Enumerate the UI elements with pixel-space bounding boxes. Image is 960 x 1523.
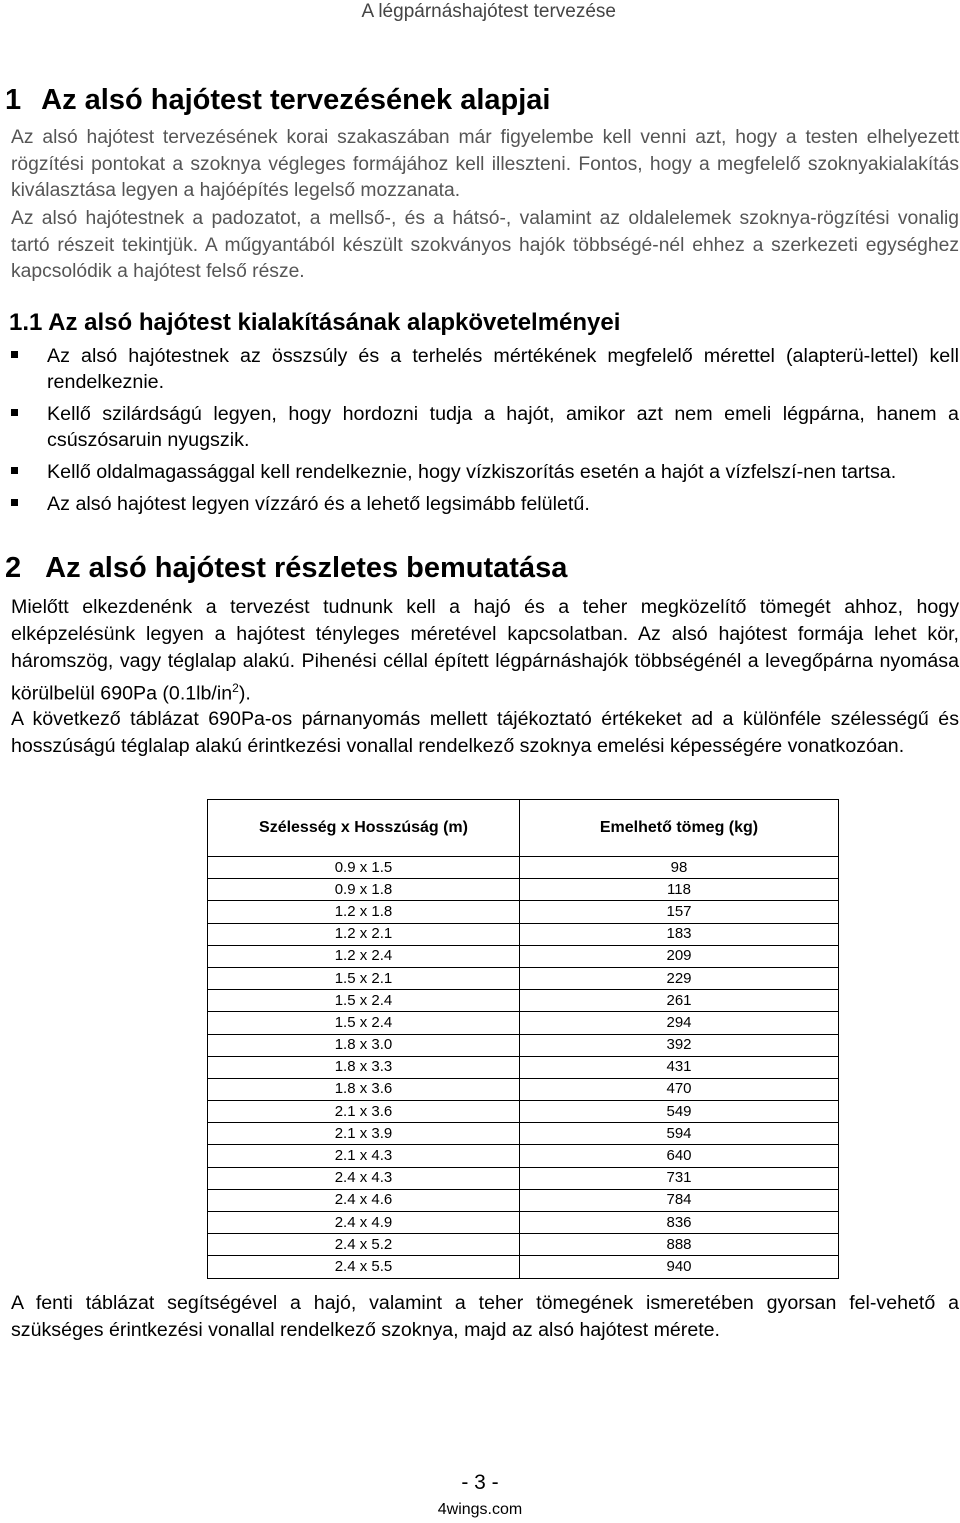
cell-mass: 549 [520, 1101, 839, 1123]
square-bullet-icon [11, 409, 18, 416]
table-row [208, 1123, 839, 1145]
square-bullet-icon [11, 351, 18, 358]
table-row [208, 990, 839, 1012]
list-item: Kellő szilárdságú legyen, hogy hordozni tudja a hajót, amikor azt nem emeli légpárna, hanem a csúszósaruin nyugszik. [11, 401, 959, 453]
cell-mass: 640 [520, 1145, 839, 1167]
list-item: Kellő oldalmagassággal kell rendelkeznie, hogy vízkiszorítás esetén a hajót a vízfelszí-nen tartsa. [11, 459, 959, 485]
cell-dimensions: 1.5 x 2.1 [208, 967, 520, 989]
table-row [208, 967, 839, 989]
cell-mass: 157 [520, 901, 839, 923]
page-number: - 3 - [461, 1471, 499, 1494]
section-1-title: Az alsó hajótest tervezésének alapjai [41, 84, 551, 116]
column-header-dimensions: Szélesség x Hosszúság (m) [208, 800, 520, 857]
cell-mass: 731 [520, 1167, 839, 1189]
cell-mass: 594 [520, 1123, 839, 1145]
cell-mass: 470 [520, 1078, 839, 1100]
lift-capacity-table [207, 799, 839, 1279]
section-1-paragraph-2: Az alsó hajótestnek a padozatot, a mellső-, és a hátsó-, valamint az oldalelemek szoknya-rögzítési vonalig tartó részeit tekintjük. A műgyantából készült szokványos hajók többségé-nél ehhez a szerkezeti egységhez kapcsolódik a hajótest felső része. [11, 208, 959, 283]
table-body [208, 857, 839, 1279]
cell-mass: 183 [520, 923, 839, 945]
table-row [208, 1256, 839, 1278]
cell-dimensions: 2.4 x 4.3 [208, 1167, 520, 1189]
cell-mass: 940 [520, 1256, 839, 1278]
cell-dimensions: 0.9 x 1.5 [208, 857, 520, 879]
cell-dimensions: 1.8 x 3.6 [208, 1078, 520, 1100]
cell-dimensions: 1.8 x 3.0 [208, 1034, 520, 1056]
table-header-row [208, 800, 839, 857]
cell-dimensions: 2.4 x 5.2 [208, 1234, 520, 1256]
cell-dimensions: 1.5 x 2.4 [208, 1012, 520, 1034]
column-header-mass: Emelhető tömeg (kg) [520, 800, 839, 857]
cell-mass: 261 [520, 990, 839, 1012]
cell-mass: 836 [520, 1212, 839, 1234]
square-bullet-icon [11, 467, 18, 474]
cell-dimensions: 1.2 x 2.4 [208, 945, 520, 967]
footer-site: 4wings.com [437, 1501, 523, 1518]
table-row [208, 901, 839, 923]
table-row [208, 1145, 839, 1167]
list-item: Az alsó hajótestnek az összsúly és a terhelés mértékének megfelelő mérettel (alapterü-lettel) kell rendelkeznie. [11, 343, 959, 395]
section-1-heading [5, 83, 550, 117]
table-row [208, 945, 839, 967]
table-row [208, 1012, 839, 1034]
table-row [208, 879, 839, 901]
table-row [208, 1056, 839, 1078]
table-row [208, 1034, 839, 1056]
running-header: A légpárnáshajótest tervezése [361, 1, 616, 22]
cell-mass: 229 [520, 967, 839, 989]
cell-dimensions: 1.2 x 2.1 [208, 923, 520, 945]
requirements-list [11, 343, 959, 523]
cell-mass: 209 [520, 945, 839, 967]
cell-mass: 784 [520, 1189, 839, 1211]
square-bullet-icon [11, 499, 18, 506]
table-row [208, 1212, 839, 1234]
table-row [208, 1167, 839, 1189]
section-2-title: Az alsó hajótest részletes bemutatása [45, 552, 568, 584]
cell-mass: 431 [520, 1056, 839, 1078]
table-row [208, 1189, 839, 1211]
section-2-paragraph-1: Mielőtt elkezdenénk a tervezést tudnunk kell a hajó és a teher megközelítő tömegét ahhoz, hogy elképzelésünk legyen a hajótest tényleges méretével kapcsolatban. Az alsó hajótest formája lehet kör, háromszög, vagy téglalap alakú. Pihenési céllal épített légpárnáshajók többségénél a levegőpárna nyomása körülbelül 690Pa $(0.1lb/in^2)$. [11, 596, 959, 705]
cell-dimensions: 2.4 x 5.5 [208, 1256, 520, 1278]
table-row [208, 857, 839, 879]
section-2-paragraph-3: A fenti táblázat segítségével a hajó, valamint a teher tömegének ismeretében gyorsan fel-vehető a szükséges érintkezési vonallal rendelkező szoknya, majd az alsó hajótest mérete. [11, 1292, 959, 1341]
list-item: Az alsó hajótest legyen vízzáró és a lehető legsimább felületű. [11, 491, 959, 517]
lift-capacity-table-wrapper [207, 799, 839, 1279]
cell-dimensions: 1.8 x 3.3 [208, 1056, 520, 1078]
table-row [208, 923, 839, 945]
cell-mass: 118 [520, 879, 839, 901]
section-2-heading [5, 551, 567, 585]
cell-mass: 888 [520, 1234, 839, 1256]
cell-mass: 392 [520, 1034, 839, 1056]
section-1-paragraph-1: Az alsó hajótest tervezésének korai szakaszában már figyelembe kell venni azt, hogy a testen elhelyezett rögzítési pontokat a szoknya végleges formájához kell illeszteni. Fontos, hogy a megfelelő szoknyakialakítás kiválasztása legyen a hajóépítés legelső mozzanata. [11, 127, 959, 202]
cell-mass: 294 [520, 1012, 839, 1034]
subsection-heading: 1.1 Az alsó hajótest kialakításának alapkövetelményei [9, 309, 621, 336]
table-row [208, 1101, 839, 1123]
section-2-paragraph-2: A következő táblázat 690Pa-os párnanyomás mellett tájékoztató értékeket ad a különféle szélességű és hosszúságú téglalap alakú érintkezési vonallal rendelkező szoknya emelési képességére vonatkozóan. [11, 708, 959, 757]
cell-dimensions: 1.2 x 1.8 [208, 901, 520, 923]
section-2-number: 2 [5, 552, 22, 584]
cell-dimensions: 2.1 x 3.6 [208, 1101, 520, 1123]
section-1-number: 1 [5, 84, 22, 116]
cell-dimensions: 2.4 x 4.6 [208, 1189, 520, 1211]
cell-dimensions: 1.5 x 2.4 [208, 990, 520, 1012]
cell-dimensions: 0.9 x 1.8 [208, 879, 520, 901]
cell-mass: 98 [520, 857, 839, 879]
cell-dimensions: 2.1 x 3.9 [208, 1123, 520, 1145]
cell-dimensions: 2.4 x 4.9 [208, 1212, 520, 1234]
table-row [208, 1234, 839, 1256]
table-row [208, 1078, 839, 1100]
cell-dimensions: 2.1 x 4.3 [208, 1145, 520, 1167]
